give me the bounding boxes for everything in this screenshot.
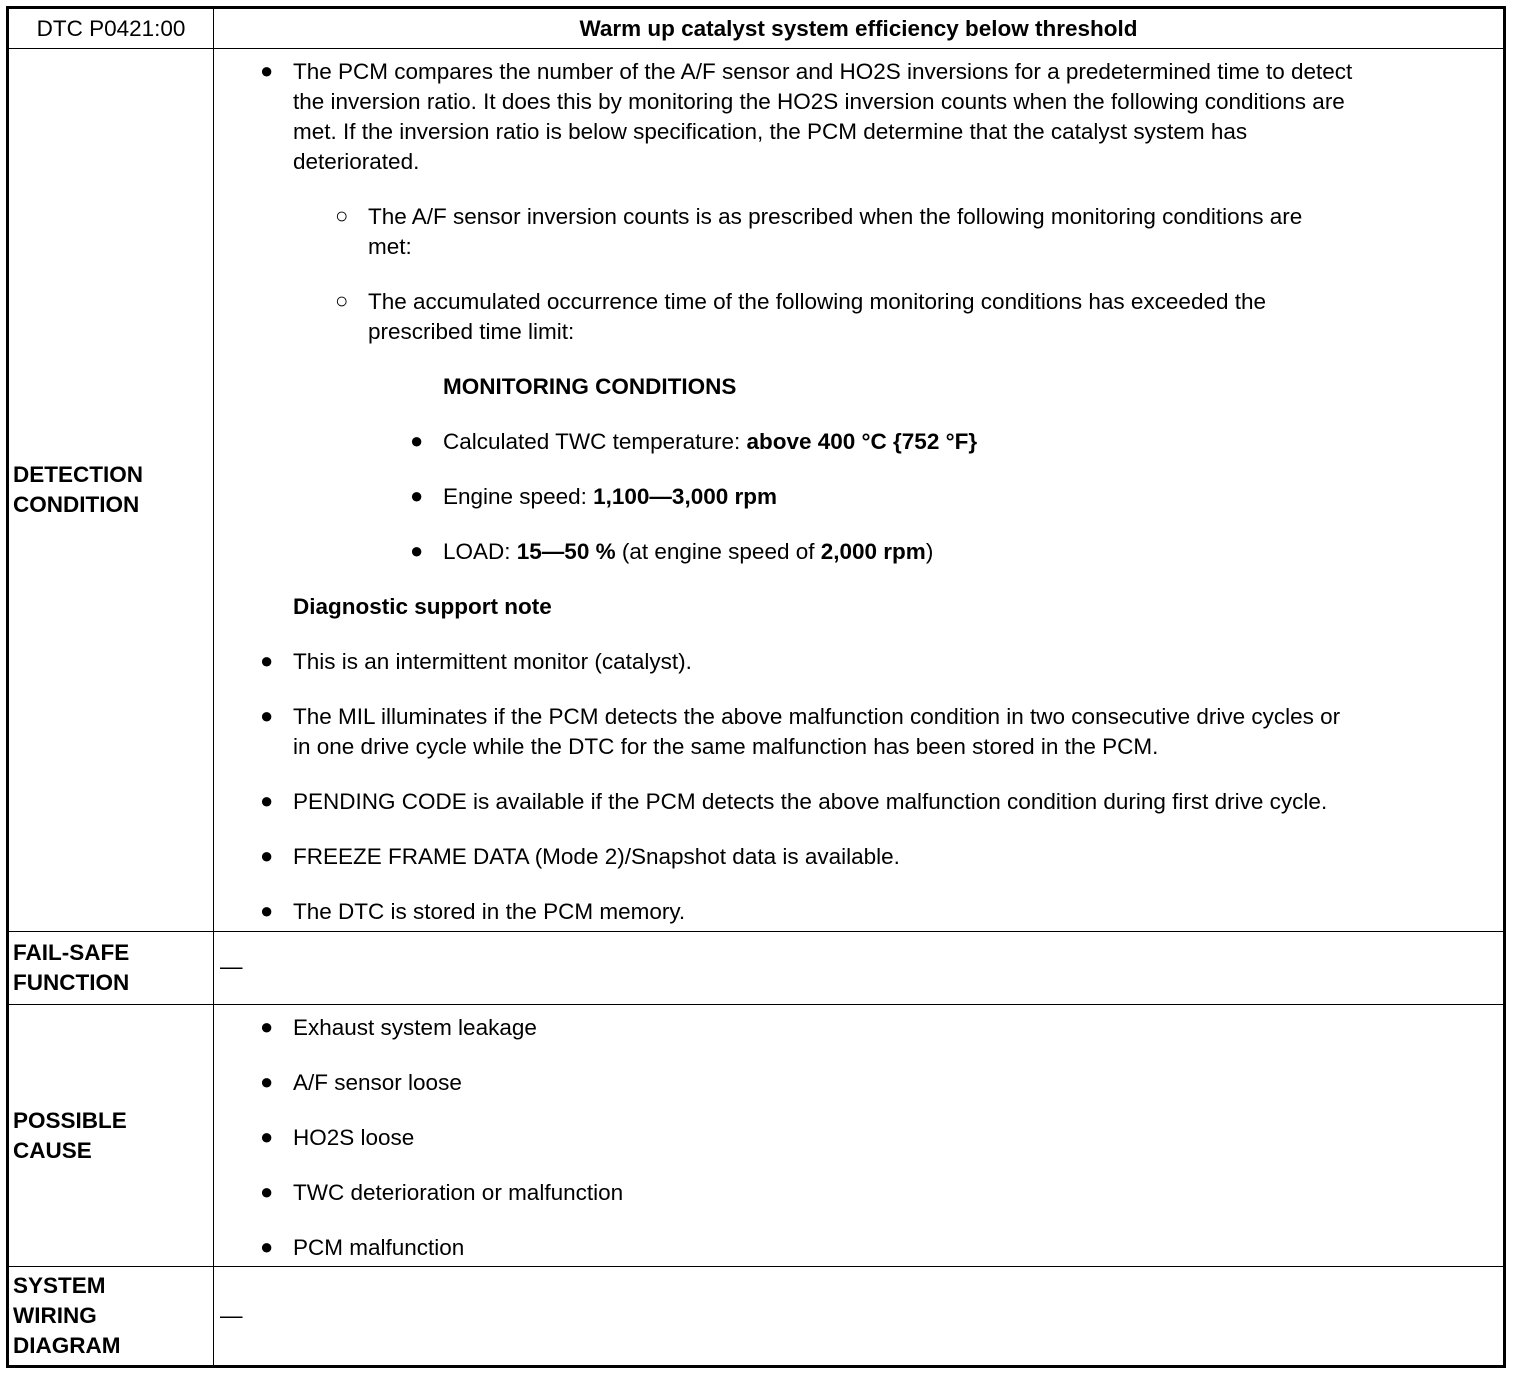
bullet-icon: ● — [260, 1069, 274, 1094]
cause-item: TWC deterioration or malfunction — [293, 1180, 624, 1205]
support-note: This is an intermittent monitor (catalyst). — [293, 649, 692, 674]
bullet-icon: ● — [260, 58, 274, 83]
bullet-icon: ● — [260, 843, 274, 868]
cause-item: HO2S loose — [293, 1125, 415, 1150]
twc-condition: Calculated TWC temperature: above 400 °C {752 °F} — [443, 429, 978, 454]
intro-line: the inversion ratio. It does this by monitoring the HO2S inversion counts when the following conditions are — [293, 89, 1345, 114]
bullet-icon: ● — [260, 703, 274, 728]
intro-line: met. If the inversion ratio is below specification, the PCM determine that the catalyst system has — [293, 119, 1248, 144]
detection-content — [214, 49, 1503, 931]
circle-bullet-icon: ○ — [335, 288, 349, 313]
engine-speed-condition: Engine speed: 1,100—3,000 rpm — [443, 484, 777, 509]
failsafe-label: FAIL-SAFE FUNCTION — [9, 932, 214, 1004]
wiring-label: SYSTEM WIRING DIAGRAM — [9, 1267, 214, 1365]
bullet-icon: ● — [260, 788, 274, 813]
support-note: FREEZE FRAME DATA (Mode 2)/Snapshot data is available. — [293, 844, 900, 869]
detection-row — [9, 48, 1503, 931]
cause-item: PCM malfunction — [293, 1235, 465, 1260]
bullet-icon: ● — [410, 538, 424, 563]
cause-list — [214, 1005, 1503, 1266]
load-condition: LOAD: 15—50 % (at engine speed of 2,000 rpm) — [443, 539, 934, 564]
sub-condition-line: met: — [368, 234, 412, 259]
bullet-icon: ● — [260, 1179, 274, 1204]
bullet-icon: ● — [410, 483, 424, 508]
sub-condition-line: prescribed time limit: — [368, 319, 575, 344]
wiring-row — [9, 1266, 1503, 1365]
bullet-icon: ● — [260, 1014, 274, 1039]
intro-line: The PCM compares the number of the A/F sensor and HO2S inversions for a predetermined time to detect — [293, 59, 1353, 84]
cause-label: POSSIBLE CAUSE — [9, 1005, 214, 1266]
dtc-code: DTC P0421:00 — [9, 9, 214, 48]
bullet-icon: ● — [260, 1234, 274, 1259]
failsafe-value: — — [220, 954, 243, 979]
sub-condition-line: The A/F sensor inversion counts is as prescribed when the following monitoring conditions are — [368, 204, 1303, 229]
bullet-icon: ● — [260, 1124, 274, 1149]
circle-bullet-icon: ○ — [335, 203, 349, 228]
support-note: PENDING CODE is available if the PCM detects the above malfunction condition during first drive cycle. — [293, 789, 1328, 814]
sub-condition-line: The accumulated occurrence time of the following monitoring conditions has exceeded the — [368, 289, 1267, 314]
support-note: The MIL illuminates if the PCM detects the above malfunction condition in two consecutive drive cycles or — [293, 704, 1341, 729]
detection-label: DETECTION CONDITION — [9, 49, 214, 931]
failsafe-row — [9, 931, 1503, 1004]
intro-line: deteriorated. — [293, 149, 420, 174]
cause-item: Exhaust system leakage — [293, 1015, 537, 1040]
support-note-heading: Diagnostic support note — [293, 594, 552, 619]
dtc-title: Warm up catalyst system efficiency below threshold — [579, 15, 1138, 41]
wiring-value: — — [220, 1303, 243, 1328]
bullet-icon: ● — [410, 428, 424, 453]
bullet-icon: ● — [260, 648, 274, 673]
support-note: The DTC is stored in the PCM memory. — [293, 899, 686, 924]
cause-item: A/F sensor loose — [293, 1070, 462, 1095]
support-note: in one drive cycle while the DTC for the same malfunction has been stored in the PCM. — [293, 734, 1159, 759]
cause-row — [9, 1004, 1503, 1266]
monitoring-heading: MONITORING CONDITIONS — [443, 374, 737, 399]
bullet-icon: ● — [260, 898, 274, 923]
header-row — [9, 9, 1503, 48]
dtc-table — [6, 6, 1506, 1368]
